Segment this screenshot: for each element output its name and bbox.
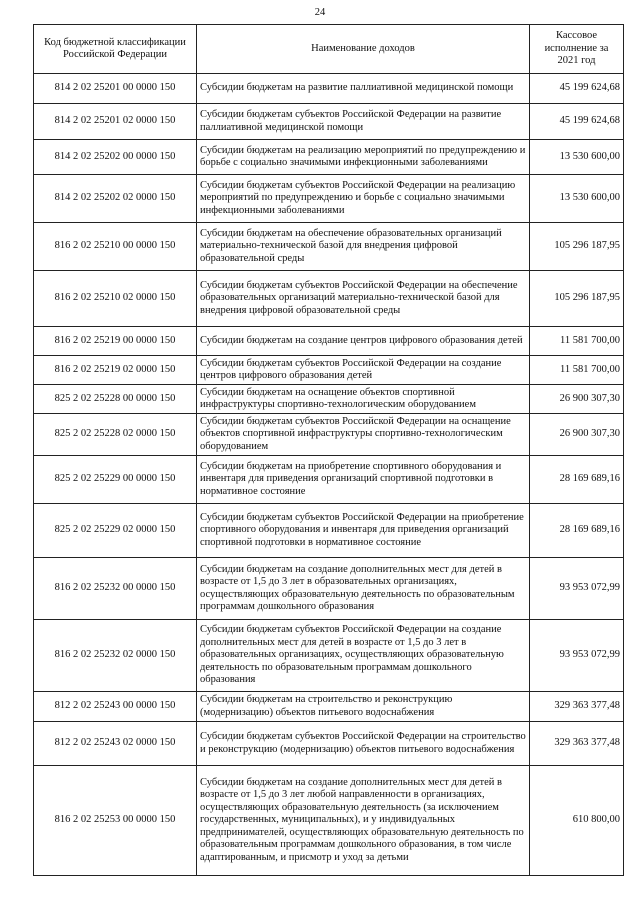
header-row (34, 25, 624, 74)
row-amount: 28 169 689,16 (530, 456, 624, 504)
row-name: Субсидии бюджетам на обеспечение образовательных организаций материально-технической базой для внедрения цифровой образовательной среды (197, 223, 530, 271)
row-name: Субсидии бюджетам на создание дополнительных мест для детей в возрасте от 1,5 до 3 лет любой направленности в организациях, осуществляющих образовательную деятельность (за исключением государственных, муниципальных), и у индивидуальных предпринимателей, осуществляющих образовательную деятельность по образовательным программам дошкольного образования, в том числе адаптированным, и присмотр и уход за детьми (197, 766, 530, 876)
table-row (34, 271, 624, 327)
header-code: Код бюджетной классификации Российской Федерации (34, 25, 197, 74)
row-name: Субсидии бюджетам субъектов Российской Федерации на развитие паллиативной медицинской помощи (197, 104, 530, 140)
row-code: 816 2 02 25210 00 0000 150 (34, 223, 197, 271)
table-row (34, 175, 624, 223)
table-header (34, 25, 624, 74)
row-name: Субсидии бюджетам на развитие паллиативной медицинской помощи (197, 74, 530, 104)
row-name: Субсидии бюджетам субъектов Российской Федерации на реализацию мероприятий по предупреждению и борьбе с социально значимыми инфекционными заболеваниями (197, 175, 530, 223)
row-name: Субсидии бюджетам субъектов Российской Федерации на оснащение объектов спортивной инфраструктуры спортивно-технологическим оборудованием (197, 414, 530, 456)
revenue-table (33, 24, 624, 876)
row-name: Субсидии бюджетам субъектов Российской Федерации на обеспечение образовательных организаций материально-технической базой для внедрения цифровой образовательной среды (197, 271, 530, 327)
row-code: 816 2 02 25219 02 0000 150 (34, 356, 197, 385)
row-name: Субсидии бюджетам субъектов Российской Федерации на создание дополнительных мест для детей в возрасте от 1,5 до 3 лет в образовательных организациях, осуществляющих образовательную деятельность по образовательным программам дошкольного образования (197, 620, 530, 692)
row-amount: 11 581 700,00 (530, 356, 624, 385)
row-amount: 28 169 689,16 (530, 504, 624, 558)
page-number: 24 (314, 7, 326, 18)
row-name: Субсидии бюджетам субъектов Российской Федерации на строительство и реконструкцию (модернизацию) объектов питьевого водоснабжения (197, 722, 530, 766)
table-row (34, 414, 624, 456)
table-row (34, 504, 624, 558)
row-code: 825 2 02 25229 00 0000 150 (34, 456, 197, 504)
table-row (34, 692, 624, 722)
row-name: Субсидии бюджетам субъектов Российской Федерации на приобретение спортивного оборудования и инвентаря для приведения организаций спортивной подготовки в нормативное состояние (197, 504, 530, 558)
row-code: 816 2 02 25232 00 0000 150 (34, 558, 197, 620)
table-row (34, 327, 624, 356)
row-amount: 13 530 600,00 (530, 175, 624, 223)
table-row (34, 558, 624, 620)
row-name: Субсидии бюджетам субъектов Российской Федерации на создание центров цифрового образования детей (197, 356, 530, 385)
row-code: 812 2 02 25243 00 0000 150 (34, 692, 197, 722)
header-name: Наименование доходов (197, 25, 530, 74)
table-row (34, 722, 624, 766)
row-code: 816 2 02 25210 02 0000 150 (34, 271, 197, 327)
row-code: 814 2 02 25202 02 0000 150 (34, 175, 197, 223)
row-code: 825 2 02 25228 00 0000 150 (34, 385, 197, 414)
row-name: Субсидии бюджетам на реализацию мероприятий по предупреждению и борьбе с социально значимыми инфекционными заболеваниями (197, 140, 530, 175)
row-amount: 93 953 072,99 (530, 620, 624, 692)
row-amount: 610 800,00 (530, 766, 624, 876)
row-name: Субсидии бюджетам на создание центров цифрового образования детей (197, 327, 530, 356)
row-name: Субсидии бюджетам на создание дополнительных мест для детей в возрасте от 1,5 до 3 лет в образовательных организациях, осуществляющих образовательную деятельность по образовательным программам дошкольного образования (197, 558, 530, 620)
row-amount: 329 363 377,48 (530, 722, 624, 766)
row-code: 814 2 02 25201 02 0000 150 (34, 104, 197, 140)
row-code: 816 2 02 25232 02 0000 150 (34, 620, 197, 692)
row-code: 816 2 02 25219 00 0000 150 (34, 327, 197, 356)
row-amount: 93 953 072,99 (530, 558, 624, 620)
row-amount: 329 363 377,48 (530, 692, 624, 722)
row-code: 814 2 02 25201 00 0000 150 (34, 74, 197, 104)
table-row (34, 356, 624, 385)
row-amount: 45 199 624,68 (530, 104, 624, 140)
table-row (34, 385, 624, 414)
table-row (34, 620, 624, 692)
row-name: Субсидии бюджетам на оснащение объектов спортивной инфраструктуры спортивно-технологическим оборудованием (197, 385, 530, 414)
table-row (34, 766, 624, 876)
row-amount: 105 296 187,95 (530, 271, 624, 327)
row-amount: 105 296 187,95 (530, 223, 624, 271)
row-amount: 11 581 700,00 (530, 327, 624, 356)
table-row (34, 223, 624, 271)
row-amount: 26 900 307,30 (530, 414, 624, 456)
header-amount: Кассовое исполнение за 2021 год (530, 25, 624, 74)
table-row (34, 74, 624, 104)
row-amount: 26 900 307,30 (530, 385, 624, 414)
row-code: 816 2 02 25253 00 0000 150 (34, 766, 197, 876)
table-body (34, 74, 624, 876)
row-amount: 13 530 600,00 (530, 140, 624, 175)
row-code: 825 2 02 25229 02 0000 150 (34, 504, 197, 558)
row-code: 825 2 02 25228 02 0000 150 (34, 414, 197, 456)
row-code: 814 2 02 25202 00 0000 150 (34, 140, 197, 175)
table-row (34, 104, 624, 140)
row-name: Субсидии бюджетам на приобретение спортивного оборудования и инвентаря для приведения организаций спортивной подготовки в нормативное состояние (197, 456, 530, 504)
table-row (34, 140, 624, 175)
table-row (34, 456, 624, 504)
row-name: Субсидии бюджетам на строительство и реконструкцию (модернизацию) объектов питьевого водоснабжения (197, 692, 530, 722)
row-code: 812 2 02 25243 02 0000 150 (34, 722, 197, 766)
row-amount: 45 199 624,68 (530, 74, 624, 104)
